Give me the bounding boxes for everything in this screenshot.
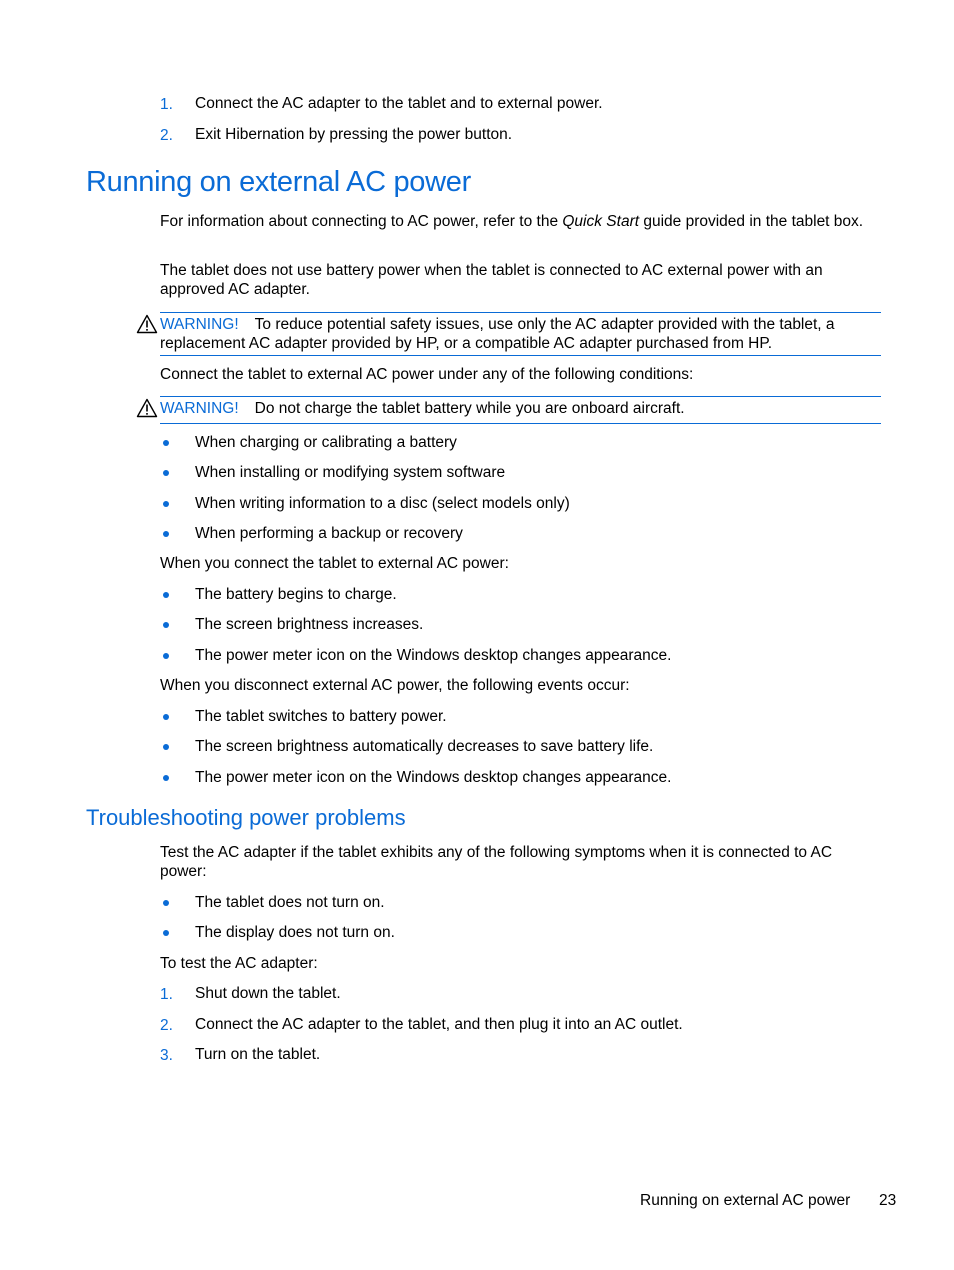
subsection-heading: Troubleshooting power problems [86, 805, 406, 830]
step-number: 3. [160, 1047, 173, 1064]
disconnect-intro: When you disconnect external AC power, the following events occur: [160, 677, 630, 694]
list-item: When installing or modifying system software [195, 464, 506, 481]
bullet-icon [163, 440, 169, 446]
warning-top-rule [160, 396, 881, 397]
footer-section-title: Running on external AC power [640, 1192, 851, 1209]
list-item: When performing a backup or recovery [195, 525, 463, 542]
bullet-icon [163, 930, 169, 936]
step-text: Exit Hibernation by pressing the power button. [195, 126, 513, 143]
ac-power-paragraph: The tablet does not use battery power when the tablet is connected to AC external power with an approved AC adapter. [160, 262, 823, 298]
list-item: The screen brightness increases. [195, 616, 424, 633]
troubleshooting-intro: Test the AC adapter if the tablet exhibits any of the following symptoms when it is connected to AC power: [160, 844, 833, 880]
page-number: 23 [879, 1192, 897, 1209]
warning-label: WARNING! [160, 316, 239, 333]
warning-bottom-rule [160, 355, 881, 356]
list-item: The power meter icon on the Windows desktop changes appearance. [195, 769, 672, 786]
list-item: The screen brightness automatically decreases to save battery life. [195, 738, 654, 755]
bullet-icon [163, 592, 169, 598]
warning-top-rule [160, 312, 881, 313]
bullet-icon [163, 622, 169, 628]
list-item: The power meter icon on the Windows desktop changes appearance. [195, 647, 672, 664]
list-item: When charging or calibrating a battery [195, 434, 457, 451]
warning-callout-2: WARNING! Do not charge the tablet battery while you are onboard aircraft. [160, 400, 685, 417]
section-heading: Running on external AC power [86, 166, 471, 198]
bullet-icon [163, 531, 169, 537]
bullet-icon [163, 501, 169, 507]
step-text: Connect the AC adapter to the tablet, and then plug it into an AC outlet. [195, 1016, 683, 1033]
step-number: 1. [160, 986, 173, 1003]
quick-start-emphasis: Quick Start [562, 213, 640, 230]
list-item: The tablet switches to battery power. [195, 708, 447, 725]
warning-bottom-rule [160, 423, 881, 424]
warning-label: WARNING! [160, 400, 239, 417]
step-number: 2. [160, 1017, 173, 1034]
list-item: The battery begins to charge. [195, 586, 397, 603]
connect-intro: When you connect the tablet to external AC power: [160, 555, 509, 572]
test-intro: To test the AC adapter: [160, 955, 318, 972]
step-number: 2. [160, 127, 173, 144]
warning-triangle-icon [136, 314, 158, 334]
conditions-intro: Connect the tablet to external AC power under any of the following conditions: [160, 366, 694, 383]
bullet-icon [163, 653, 169, 659]
bullet-icon [163, 470, 169, 476]
step-text: Connect the AC adapter to the tablet and to external power. [195, 95, 603, 112]
step-text: Turn on the tablet. [195, 1046, 321, 1063]
bullet-icon [163, 744, 169, 750]
warning-triangle-icon [136, 398, 158, 418]
step-number: 1. [160, 96, 173, 113]
list-item: The display does not turn on. [195, 924, 395, 941]
list-item: The tablet does not turn on. [195, 894, 385, 911]
intro-paragraph: For information about connecting to AC power, refer to the Quick Start guide provided in the tablet box. [160, 213, 864, 230]
warning-callout-1: WARNING! To reduce potential safety issues, use only the AC adapter provided with the tablet, a replacement AC adapter provided by HP, or a compatible AC adapter purchased from HP. [160, 316, 835, 352]
step-text: Shut down the tablet. [195, 985, 341, 1002]
bullet-icon [163, 900, 169, 906]
list-item: When writing information to a disc (select models only) [195, 495, 570, 512]
bullet-icon [163, 714, 169, 720]
bullet-icon [163, 775, 169, 781]
